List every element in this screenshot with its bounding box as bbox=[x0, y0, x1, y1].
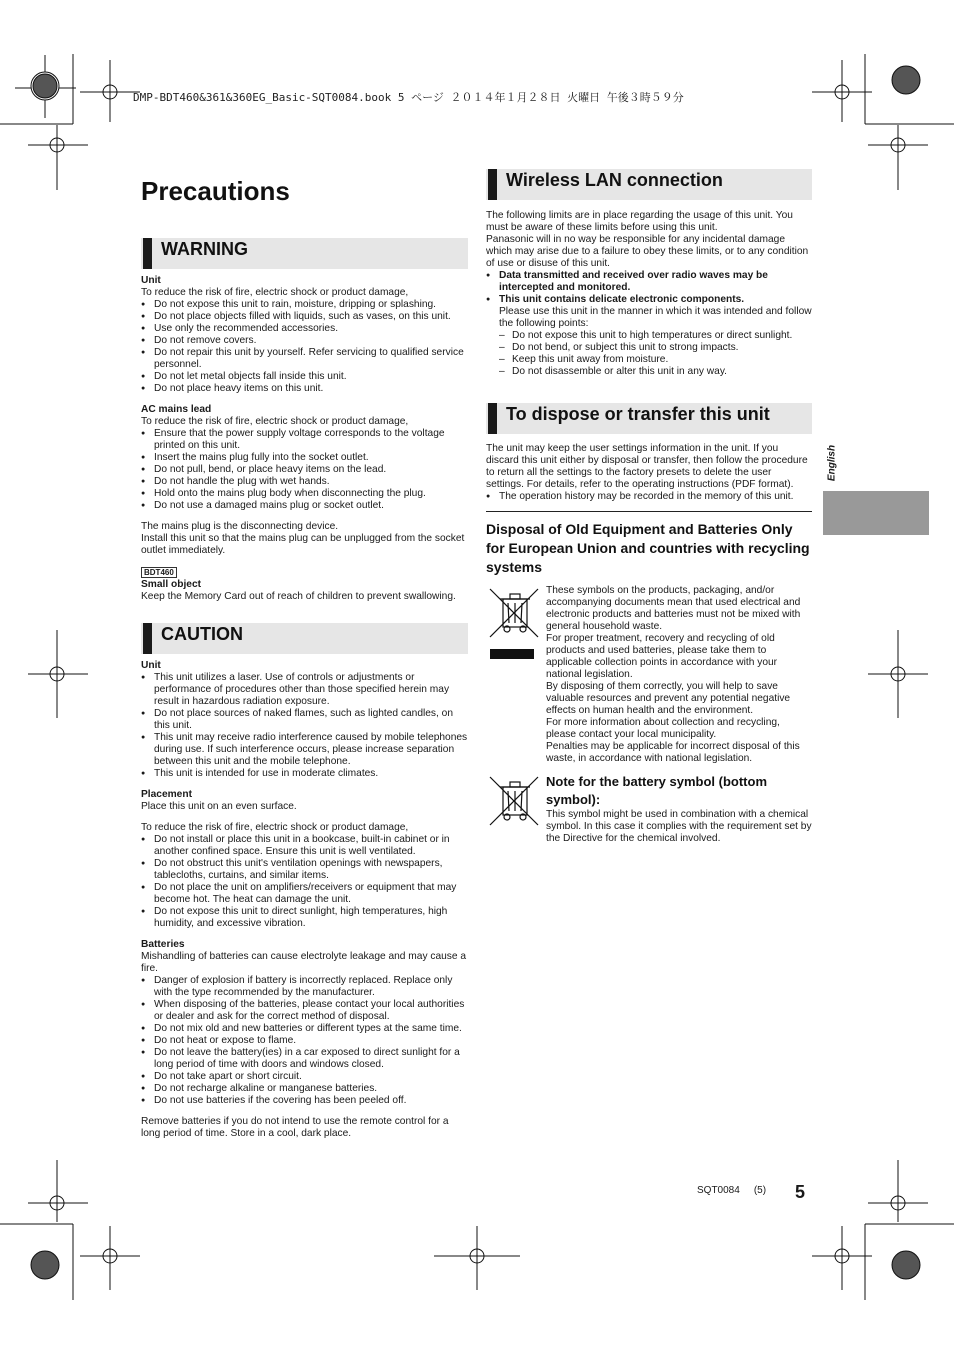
wlan-heading bbox=[486, 169, 812, 200]
battery-note-text bbox=[546, 773, 812, 845]
list-item: ● When disposing of the batteries, please contact your local authorities or dealer and ask for the correct method of disposal. bbox=[141, 999, 468, 1023]
battery-note-title: Note for the battery symbol (bottom symbol): bbox=[546, 774, 768, 807]
list-item: ● Do not remove covers. bbox=[141, 335, 468, 347]
page-number: 5 bbox=[795, 1182, 806, 1202]
right-column bbox=[486, 169, 812, 845]
disposal-p2: For proper treatment, recovery and recycling of old products and used batteries, please take them to applicable collection points in accordance with your national legislation. bbox=[546, 633, 778, 680]
caution-unit-title: Unit bbox=[141, 660, 161, 671]
disposal-block bbox=[486, 585, 812, 765]
list-item: ● Data transmitted and received over radio waves may be intercepted and monitored. bbox=[486, 270, 812, 294]
list-item: ● Do not place the unit on amplifiers/receivers or equipment that may become hot. The heat can damage the unit. bbox=[141, 882, 468, 906]
list-item: ● Use only the recommended accessories. bbox=[141, 323, 468, 335]
batteries-title: Batteries bbox=[141, 939, 185, 950]
section-tab bbox=[823, 491, 929, 535]
placement-intro: To reduce the risk of fire, electric shock or product damage, bbox=[141, 822, 409, 833]
crossed-bin-icon bbox=[488, 773, 542, 831]
ac-mains-list bbox=[141, 428, 468, 512]
list-item: ● This unit utilizes a laser. Use of controls or adjustments or performance of procedures other than those specified herein may result in hazardous radiation exposure. bbox=[141, 672, 468, 708]
language-tab bbox=[822, 440, 842, 486]
wlan-heading-text: Wireless LAN connection bbox=[506, 170, 723, 190]
list-item: ● Do not place sources of naked flames, such as lighted candles, on this unit. bbox=[141, 708, 468, 732]
list-item: ● Danger of explosion if battery is incorrectly replaced. Replace only with the type recommended by the manufacturer. bbox=[141, 975, 468, 999]
list-item: – Do not disassemble or alter this unit in any way. bbox=[499, 366, 812, 378]
mains-plug-text: The mains plug is the disconnecting device. bbox=[141, 521, 339, 532]
batteries-list bbox=[141, 975, 468, 1107]
list-item: ● Do not pull, bend, or place heavy items on the lead. bbox=[141, 464, 468, 476]
list-item: ● Do not expose this unit to direct sunlight, high temperatures, high humidity, and excessive vibration. bbox=[141, 906, 468, 930]
dispose-list bbox=[486, 491, 812, 503]
ac-mains-title: AC mains lead bbox=[141, 404, 212, 415]
wlan-list bbox=[486, 270, 812, 330]
small-object-text: Keep the Memory Card out of reach of children to prevent swallowing. bbox=[141, 591, 456, 602]
language-label: English bbox=[826, 444, 838, 482]
ac-mains-intro: To reduce the risk of fire, electric shock or product damage, bbox=[141, 416, 409, 427]
disposal-p4: For more information about collection and recycling, please contact your local municipality. bbox=[546, 717, 780, 740]
caution-heading-text: CAUTION bbox=[161, 624, 243, 644]
list-item: – Do not expose this unit to high temperatures or direct sunlight. bbox=[499, 330, 812, 342]
disposal-text bbox=[546, 585, 812, 765]
list-item: ● Do not mix old and new batteries or different types at the same time. bbox=[141, 1023, 468, 1035]
placement-text: Place this unit on an even surface. bbox=[141, 801, 297, 812]
list-item: ● The operation history may be recorded in the memory of this unit. bbox=[486, 491, 812, 503]
disposal-p1: These symbols on the products, packaging, and/or accompanying documents mean that used electrical and electronic products and batteries must not be mixed with general household waste. bbox=[546, 585, 801, 632]
heading-bar bbox=[488, 403, 497, 434]
list-item: ● Do not repair this unit by yourself. Refer servicing to qualified service personnel. bbox=[141, 347, 468, 371]
list-item: ● This unit is intended for use in moderate climates. bbox=[141, 768, 468, 780]
warning-heading-text: WARNING bbox=[161, 239, 248, 259]
warning-unit-intro: To reduce the risk of fire, electric shock or product damage, bbox=[141, 287, 409, 298]
list-item: ● Do not place objects filled with liquids, such as vases, on this unit. bbox=[141, 311, 468, 323]
caution-unit-list bbox=[141, 672, 468, 780]
list-item: – Do not bend, or subject this unit to strong impacts. bbox=[499, 342, 812, 354]
small-object-title: Small object bbox=[141, 579, 202, 590]
remove-batteries-text: Remove batteries if you do not intend to use the remote control for a long period of time. Store in a cool, dark place. bbox=[141, 1116, 449, 1139]
list-item: ● Do not expose this unit to rain, moisture, dripping or splashing. bbox=[141, 299, 468, 311]
page-title: Precautions bbox=[141, 176, 290, 206]
caution-heading bbox=[141, 623, 468, 654]
dispose-heading-text: To dispose or transfer this unit bbox=[506, 404, 770, 424]
list-item: – Keep this unit away from moisture. bbox=[499, 354, 812, 366]
heading-bar bbox=[143, 623, 152, 654]
wlan-intro-2: Panasonic will in no way be responsible for any incidental damage which may arise due to a failure to obey these limits, or to any condition of use or disuse of this unit. bbox=[486, 234, 809, 269]
list-item: ● Do not obstruct this unit's ventilation openings with newspapers, tablecloths, curtains, and similar items. bbox=[141, 858, 468, 882]
book-header-line: DMP-BDT460&361&360EG_Basic-SQT0084.book 5 ページ ２０１４年１月２８日 火曜日 午後３時５９分 bbox=[133, 91, 684, 104]
placement-title: Placement bbox=[141, 789, 192, 800]
battery-note-body: This symbol might be used in combination with a chemical symbol. In this case it complies with the requirement set by the Directive for the chemical involved. bbox=[546, 809, 812, 844]
model-tag: BDT460 bbox=[141, 567, 177, 578]
list-item: ● Ensure that the power supply voltage corresponds to the voltage printed on this unit. bbox=[141, 428, 468, 452]
disposal-p5: Penalties may be applicable for incorrect disposal of this waste, in accordance with national legislation. bbox=[546, 741, 800, 764]
list-item: ● Insert the mains plug fully into the socket outlet. bbox=[141, 452, 468, 464]
mains-install-text: Install this unit so that the mains plug can be unplugged from the socket outlet immediately. bbox=[141, 533, 465, 556]
list-item: ● Do not place heavy items on this unit. bbox=[141, 383, 468, 395]
wlan-intro: The following limits are in place regarding the usage of this unit. You must be aware of these limits before using this unit. bbox=[486, 210, 793, 233]
battery-note-block bbox=[486, 773, 812, 845]
dispose-heading bbox=[486, 403, 812, 434]
footer-code bbox=[697, 1185, 766, 1196]
list-item: ● Hold onto the mains plug body when disconnecting the plug. bbox=[141, 488, 468, 500]
page-paren: (5) bbox=[753, 1185, 767, 1196]
wlan-dash-list bbox=[486, 330, 812, 378]
warning-unit-list bbox=[141, 299, 468, 395]
list-item: ● Do not use batteries if the covering has been peeled off. bbox=[141, 1095, 468, 1107]
list-item: ● Do not use a damaged mains plug or socket outlet. bbox=[141, 500, 468, 512]
left-column bbox=[141, 238, 468, 1140]
batteries-intro: Mishandling of batteries can cause electrolyte leakage and may cause a fire. bbox=[141, 951, 467, 974]
wlan-bullet-2-text: Please use this unit in the manner in which it was intended and follow the following points: bbox=[499, 306, 812, 329]
wlan-bullet-2-title: ● This unit contains delicate electronic components. bbox=[499, 294, 745, 305]
list-item: ● Do not heat or expose to flame. bbox=[141, 1035, 468, 1047]
divider bbox=[486, 511, 812, 512]
disposal-p3: By disposing of them correctly, you will help to save valuable resources and prevent any potential negative effects on human health and the environment. bbox=[546, 681, 791, 716]
warning-unit-title: Unit bbox=[141, 275, 161, 286]
crossed-bin-icon bbox=[488, 585, 542, 665]
list-item bbox=[486, 294, 812, 330]
placement-list bbox=[141, 834, 468, 930]
list-item: ● This unit may receive radio interference caused by mobile telephones during use. If such interference occurs, please increase separation between this unit and the mobile telephone. bbox=[141, 732, 468, 768]
list-item: ● Do not install or place this unit in a bookcase, built-in cabinet or in another confined space. Ensure this unit is well ventilated. bbox=[141, 834, 468, 858]
list-item: ● Do not leave the battery(ies) in a car exposed to direct sunlight for a long period of time with doors and windows closed. bbox=[141, 1047, 468, 1071]
heading-bar bbox=[143, 238, 152, 269]
warning-heading bbox=[141, 238, 468, 269]
model-code: SQT0084 bbox=[697, 1185, 740, 1196]
dispose-text: The unit may keep the user settings information in the unit. If you discard this unit either by disposal or transfer, then follow the procedure to return all the settings to the factory presets to delete the user settings. For details, refer to the operating instructions (PDF format). bbox=[486, 443, 808, 490]
disposal-title: Disposal of Old Equipment and Batteries Only for European Union and countries with recycling systems bbox=[486, 521, 810, 575]
list-item: ● Do not handle the plug with wet hands. bbox=[141, 476, 468, 488]
heading-bar bbox=[488, 169, 497, 200]
list-item: ● Do not take apart or short circuit. bbox=[141, 1071, 468, 1083]
list-item: ● Do not recharge alkaline or manganese batteries. bbox=[141, 1083, 468, 1095]
list-item: ● Do not let metal objects fall inside this unit. bbox=[141, 371, 468, 383]
